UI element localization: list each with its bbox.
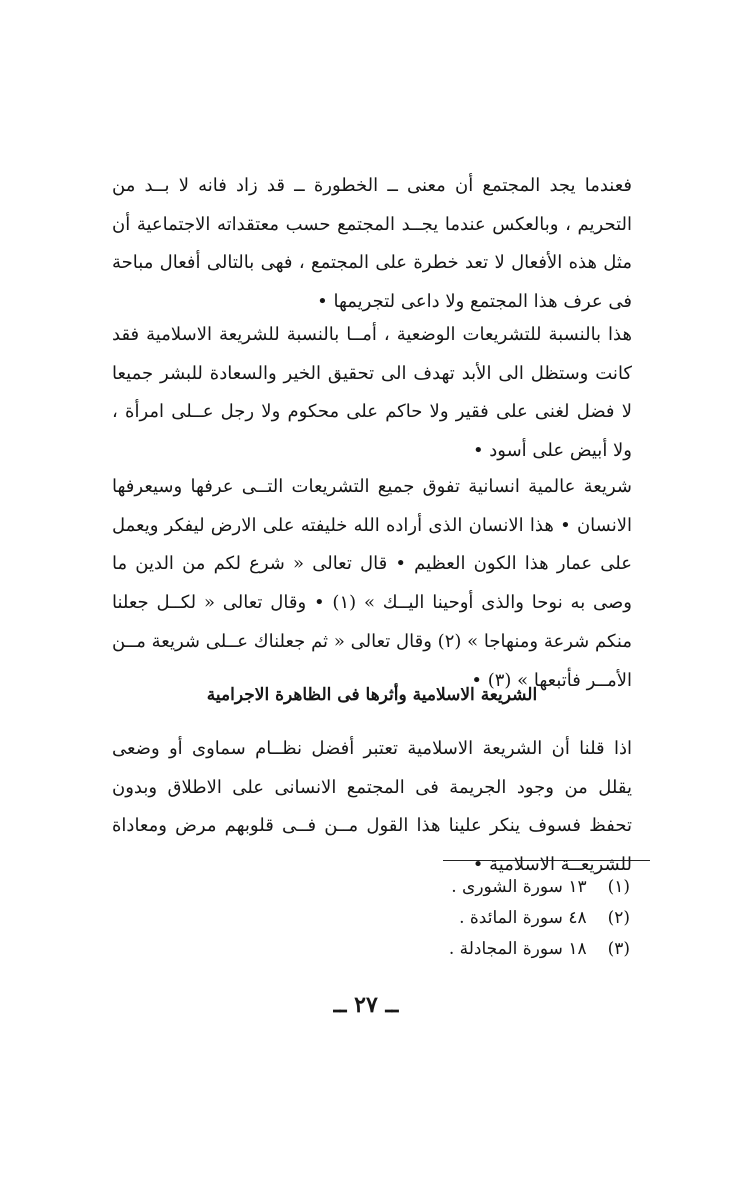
paragraph-1: فعندما يجد المجتمع أن معنى ــ الخطورة ــ قد زاد فانه لا بــد من التحريم ، وبالعكس عندما يجــد المجتمع حسب معتقداته الاجتماعية أن مثل هذه الأفعال لا تعد خطرة على المجتمع ، فهى بالتالى أفعال مباحة فى عرف هذا المجتمع ولا داعى لتجريمها • [112, 175, 632, 313]
footnote-text: ١٣ سورة الشورى . [451, 877, 587, 897]
section-heading: الشريعة الاسلامية وأثرها فى الظاهرة الاجرامية [206, 685, 538, 706]
page-number: ــ ٢٧ ــ [333, 992, 399, 1018]
paragraph-4: اذا قلنا أن الشريعة الاسلامية تعتبر أفضل نظــام سماوى أو وضعى يقلل من وجود الجريمة فى المجتمع الانسانى على الاطلاق وبدون تحفظ فسوف ينكر علينا هذا القول مــن فــى قلوبهم مرض ومعاداة للشريعــة الاسلامية • [112, 738, 632, 876]
footnote-marker: (٣) [607, 939, 630, 959]
footnotes [330, 872, 630, 965]
footnote-marker: (٢) [607, 908, 630, 928]
footnote-divider [443, 860, 650, 861]
paragraph-3: شريعة عالمية انسانية تفوق جميع التشريعات التــى عرفها وسيعرفها الانسان • هذا الانسان الذى أراده الله خليفته على الارض ليفكر ويعمل على عمار هذا الكون العظيم • قال تعالى « شرع لكم من الدين ما وصى به نوحا والذى أوحينا اليــك » (١) • وقال تعالى « لكــل جعلنا منكم شرعة ومنهاجا » (٢) وقال تعالى « ثم جعلناك عــلى شريعة مــن الأمــر فأتبعها » (٣) • [112, 476, 633, 691]
paragraph-2: هذا بالنسبة للتشريعات الوضعية ، أمــا بالنسبة للشريعة الاسلامية فقد كانت وستظل الى الأبد تهدف الى تحقيق الخير والسعادة للبشر جميعا لا فضل لغنى على فقير ولا حاكم على محكوم ولا رجل عــلى امرأة ، ولا أبيض على أسود • [112, 324, 632, 462]
footnote-marker: (١) [607, 877, 630, 897]
footnote-text: ١٨ سورة المجادلة . [448, 939, 587, 959]
footnote-1 [330, 872, 630, 903]
footnote-text: ٤٨ سورة المائدة . [459, 908, 587, 928]
footnote-3 [330, 934, 630, 965]
footnote-2 [330, 903, 630, 934]
